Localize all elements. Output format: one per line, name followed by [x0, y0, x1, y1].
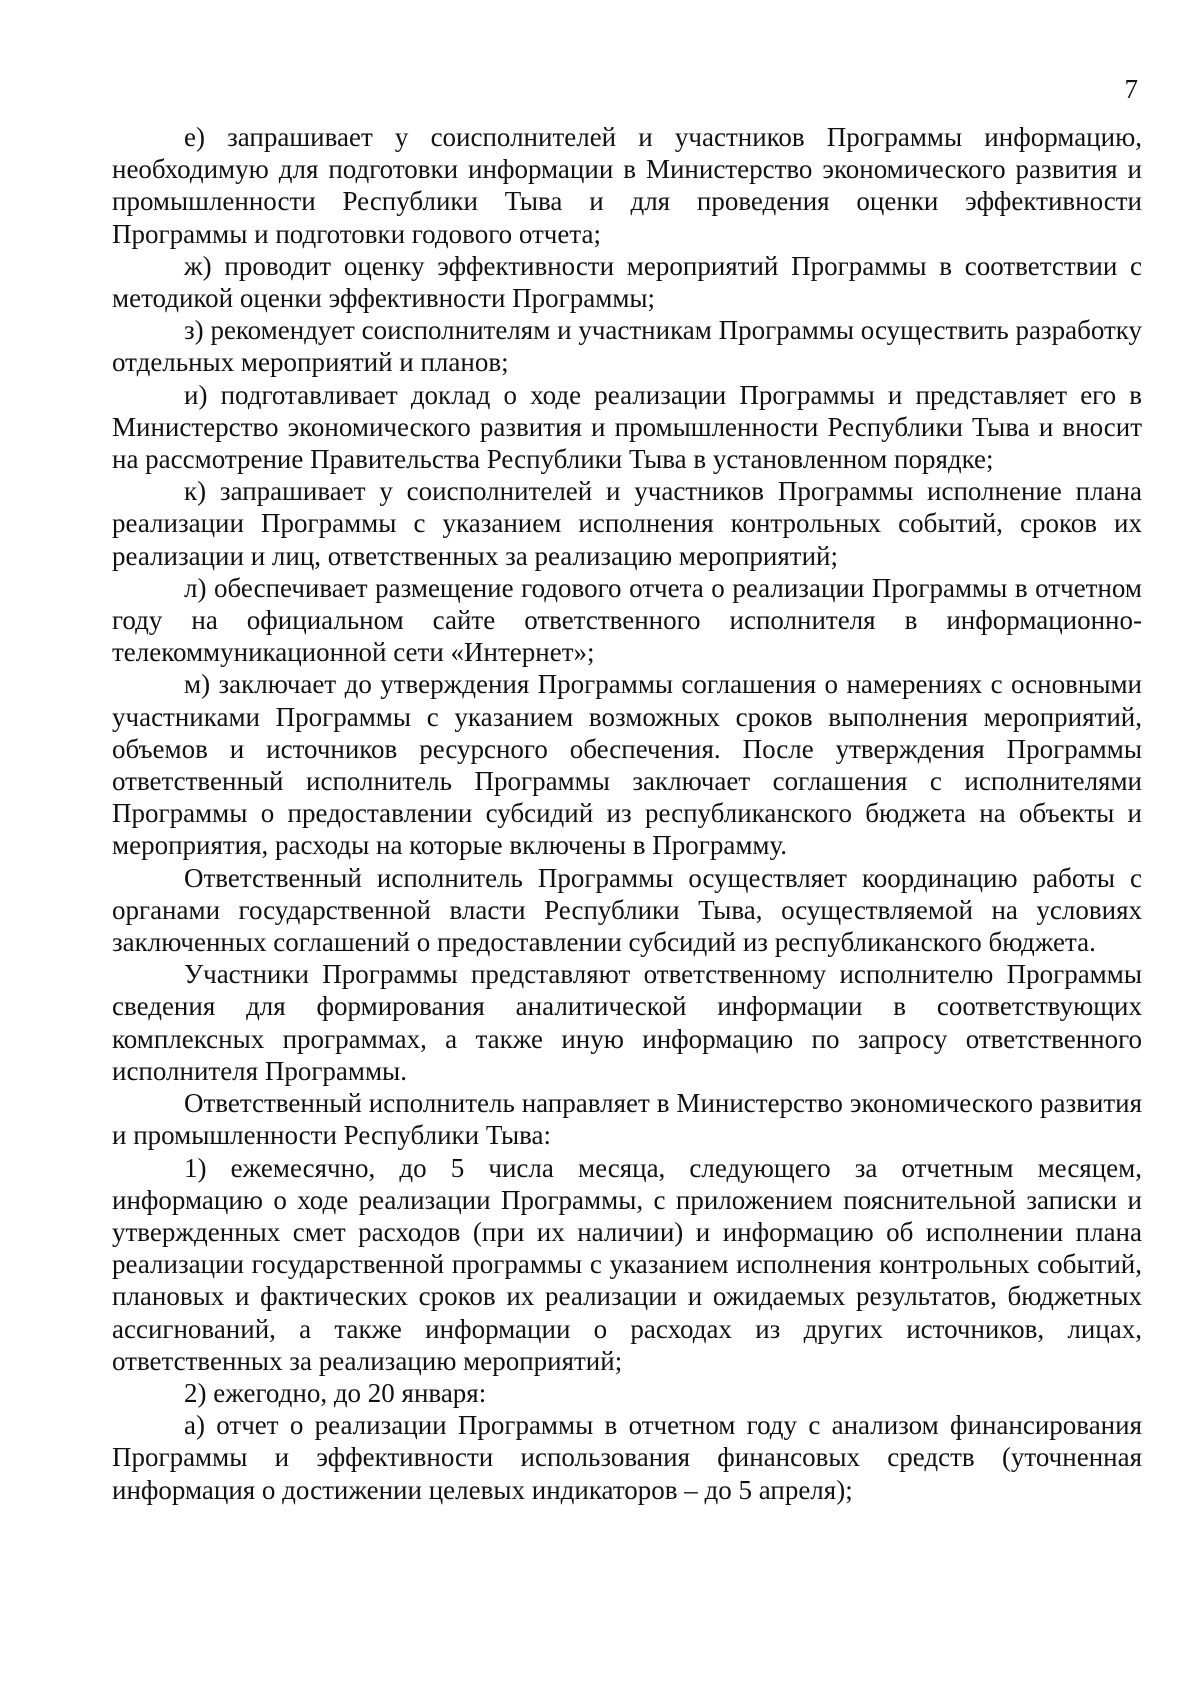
paragraph-z-recommend-development: з) рекомендует соисполнителям и участникам Программы осуществить разработку отдельных мероприятий и планов; — [112, 315, 1142, 378]
paragraph-participants-information: Участники Программы представляют ответственному исполнителю Программы сведения для формирования аналитической информации в соответствующих комплексных программах, а также иную информацию по запросу ответственного исполнителя Программы. — [112, 959, 1142, 1086]
paragraph-monthly-report: 1) ежемесячно, до 5 числа месяца, следующего за отчетным месяцем, информацию о ходе реализации Программы, с приложением пояснительной записки и утвержденных смет расходов (при их наличии) и информацию об исполнении плана реализации государственной программы с указанием исполнения контрольных событий, плановых и фактических сроков их реализации и ожидаемых результатов, бюджетных ассигнований, а также информации о расходах из других источников, лицах, ответственных за реализацию мероприятий; — [112, 1152, 1142, 1376]
paragraph-a-annual-report: а) отчет о реализации Программы в отчетном году с анализом финансирования Программы и эффективности использования финансовых средств (уточненная информация о достижении целевых индикаторов – до 5 апреля); — [112, 1410, 1142, 1505]
document-body — [112, 121, 1142, 1506]
paragraph-m-conclude-agreements: м) заключает до утверждения Программы соглашения о намерениях с основными участниками Программы с указанием возможных сроков выполнения мероприятий, объемов и источников ресурсного обеспечения. После утверждения Программы ответственный исполнитель Программы заключает соглашения с исполнителями Программы о предоставлении субсидий из республиканского бюджета на объекты и мероприятия, расходы на которые включены в Программу. — [112, 669, 1142, 861]
paragraph-reporting-to-ministry: Ответственный исполнитель направляет в Министерство экономического развития и промышленности Республики Тыва: — [112, 1088, 1142, 1151]
paragraph-k-request-plan-execution: к) запрашивает у соисполнителей и участников Программы исполнение плана реализации Программы с указанием исполнения контрольных событий, сроков их реализации и лиц, ответственных за реализацию мероприятий; — [112, 476, 1142, 571]
paragraph-e-request-information: е) запрашивает у соисполнителей и участников Программы информацию, необходимую для подготовки информации в Министерство экономического развития и промышленности Республики Тыва и для проведения оценки эффективности Программы и подготовки годового отчета; — [112, 122, 1142, 249]
paragraph-i-prepare-report: и) подготавливает доклад о ходе реализации Программы и представляет его в Министерство экономического развития и промышленности Республики Тыва и вносит на рассмотрение Правительства Республики Тыва в установленном порядке; — [112, 379, 1142, 475]
paragraph-annual-deadline: 2) ежегодно, до 20 января: — [184, 1377, 487, 1408]
paragraph-coordination: Ответственный исполнитель Программы осуществляет координацию работы с органами государственной власти Республики Тыва, осуществляемой на условиях заключенных соглашений о предоставлении субсидий из республиканского бюджета. — [112, 862, 1142, 958]
paragraph-zh-evaluate-efficiency: ж) проводит оценку эффективности мероприятий Программы в соответствии с методикой оценки эффективности Программы; — [112, 250, 1142, 314]
page-number: 7 — [1124, 74, 1138, 104]
paragraph-l-publish-report: л) обеспечивает размещение годового отчета о реализации Программы в отчетном году на официальном сайте ответственного исполнителя в информационно-телекоммуникационной сети «Интернет»; — [112, 572, 1142, 668]
